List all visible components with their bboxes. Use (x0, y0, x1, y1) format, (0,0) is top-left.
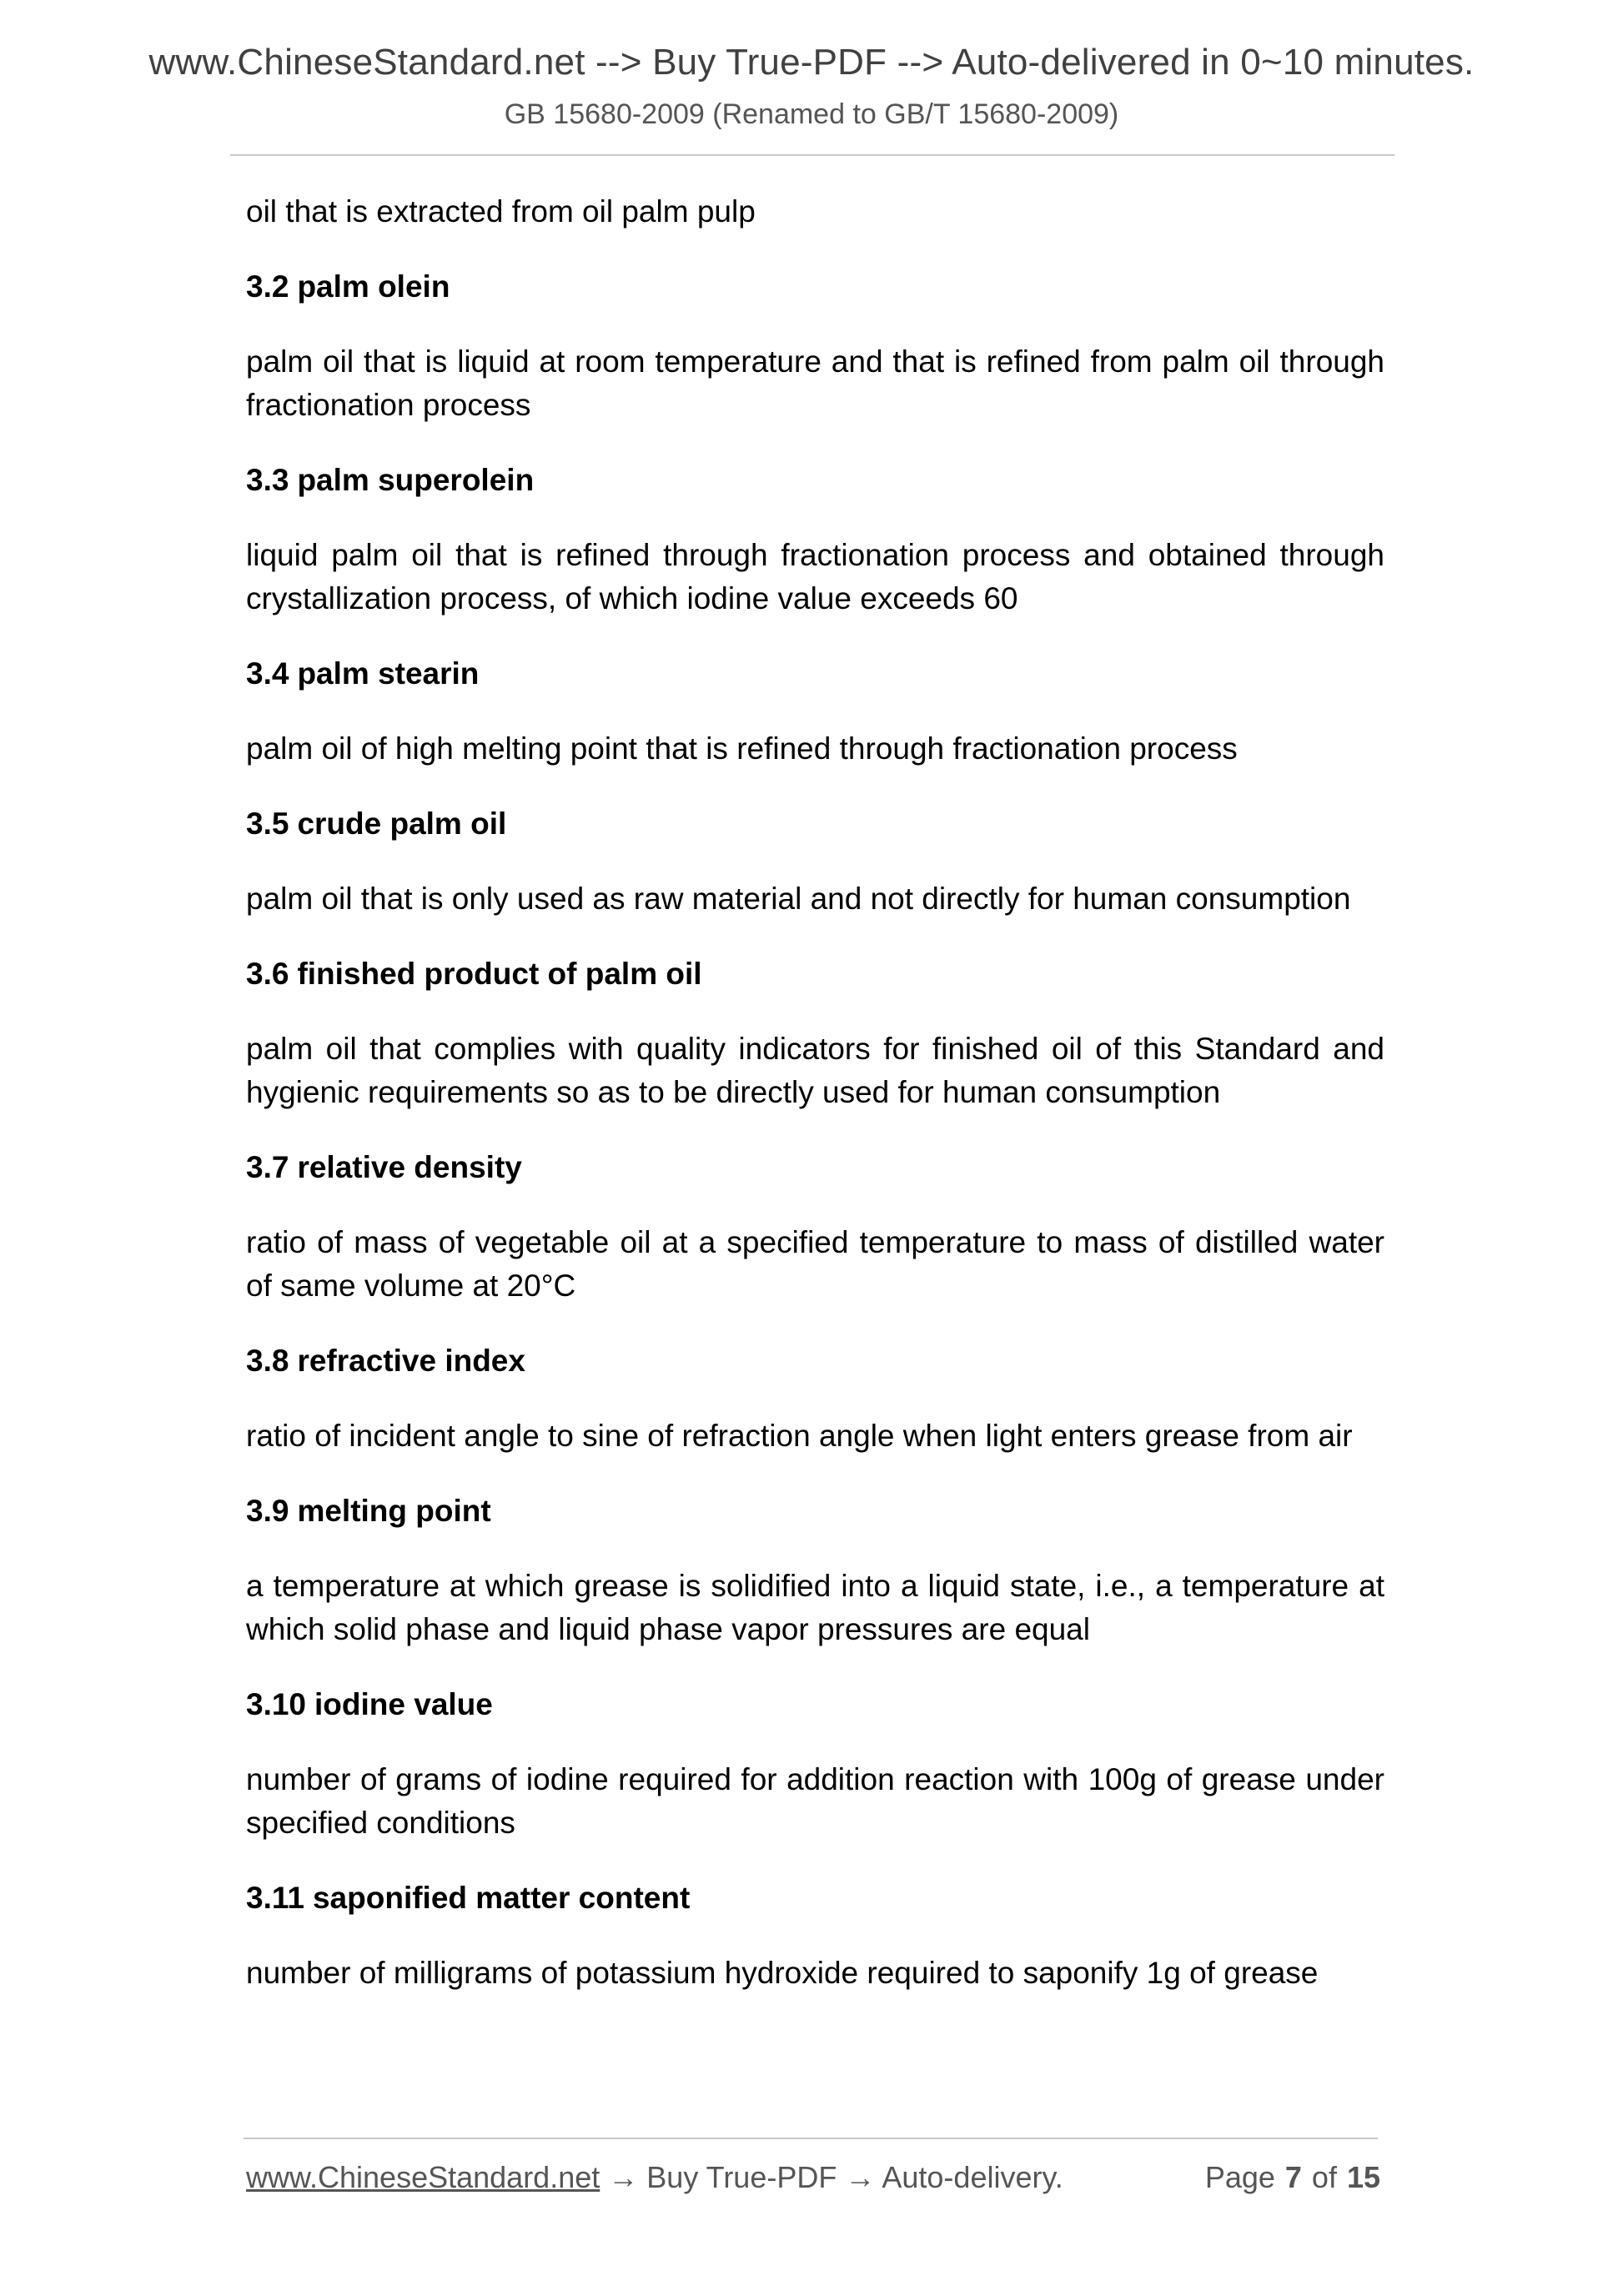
term-definition-3-3: liquid palm oil that is refined through fractionation process and obtained through crystallization process, of which iodine value exceeds 60 (246, 538, 1384, 615)
term-title: saponified matter content (312, 1881, 691, 1915)
term-number: 3.7 (246, 1150, 289, 1184)
term-title: melting point (297, 1494, 491, 1528)
term-definition-3-5: palm oil that is only used as raw material and not directly for human consumption (246, 882, 1351, 916)
document-body (246, 190, 1384, 2027)
header-banner: www.ChineseStandard.net --> Buy True-PDF --> Auto-delivered in 0~10 minutes. (148, 42, 1475, 83)
term-title: refractive index (297, 1344, 525, 1378)
arrow-right-icon: → (845, 2160, 876, 2194)
term-definition-3-2: palm oil that is liquid at room temperature and that is refined from palm oil through fractionation process (246, 344, 1384, 422)
term-number: 3.2 (246, 269, 289, 304)
intro-definition: oil that is extracted from oil palm pulp (246, 194, 756, 229)
term-number: 3.11 (246, 1881, 304, 1915)
page-label: Page (1204, 2160, 1275, 2194)
term-definition-3-10: number of grams of iodine required for addition reaction with 100g of grease under specified conditions (246, 1762, 1384, 1840)
term-number: 3.8 (246, 1344, 289, 1378)
of-label: of (1311, 2160, 1337, 2194)
footer-delivery-text: Auto-delivery. (882, 2160, 1063, 2194)
term-heading-3-4 (246, 652, 1384, 696)
term-heading-3-3 (246, 459, 1384, 502)
term-number: 3.9 (246, 1494, 289, 1528)
document-id: GB 15680-2009 (Renamed to GB/T 15680-2009) (504, 98, 1119, 130)
total-pages-number: 15 (1346, 2160, 1380, 2194)
arrow-right-icon: → (608, 2160, 639, 2194)
term-number: 3.10 (246, 1687, 307, 1721)
term-heading-3-8 (246, 1339, 1384, 1383)
term-number: 3.6 (246, 957, 289, 991)
term-number: 3.3 (246, 463, 289, 497)
term-heading-3-5 (246, 802, 1384, 846)
term-definition-3-8: ratio of incident angle to sine of refraction angle when light enters grease from air (246, 1419, 1353, 1453)
footer-divider (244, 2138, 1378, 2139)
term-title: finished product of palm oil (297, 957, 702, 991)
term-definition-3-11: number of milligrams of potassium hydroxide required to saponify 1g of grease (246, 1956, 1319, 1990)
footer-promo (246, 2160, 1063, 2195)
term-title: relative density (297, 1150, 522, 1184)
term-title: crude palm oil (297, 806, 507, 841)
page-footer (246, 2160, 1380, 2202)
term-definition-3-6: palm oil that complies with quality indicators for finished oil of this Standard and hygienic requirements so as to be directly used for human consumption (246, 1032, 1384, 1109)
term-title: palm stearin (297, 656, 480, 691)
page-indicator (1205, 2160, 1380, 2195)
term-title: palm olein (297, 269, 450, 304)
footer-site-link[interactable]: www.ChineseStandard.net (246, 2160, 600, 2194)
term-heading-3-9 (246, 1490, 1384, 1533)
term-number: 3.4 (246, 656, 289, 691)
term-heading-3-7 (246, 1146, 1384, 1189)
term-definition-3-4: palm oil of high melting point that is refined through fractionation process (246, 731, 1238, 766)
term-title: palm superolein (297, 463, 535, 497)
header-divider (230, 154, 1394, 156)
term-number: 3.5 (246, 806, 289, 841)
term-heading-3-2 (246, 265, 1384, 309)
term-definition-3-9: a temperature at which grease is solidified into a liquid state, i.e., a temperature at which solid phase and liquid phase vapor pressures are equal (246, 1569, 1384, 1646)
footer-buy-text: Buy True-PDF (646, 2160, 837, 2194)
term-heading-3-11 (246, 1876, 1384, 1920)
term-heading-3-10 (246, 1683, 1384, 1726)
term-definition-3-7: ratio of mass of vegetable oil at a specified temperature to mass of distilled water of same volume at 20°C (246, 1225, 1384, 1303)
current-page-number: 7 (1284, 2160, 1302, 2194)
term-title: iodine value (314, 1687, 493, 1721)
term-heading-3-6 (246, 952, 1384, 996)
